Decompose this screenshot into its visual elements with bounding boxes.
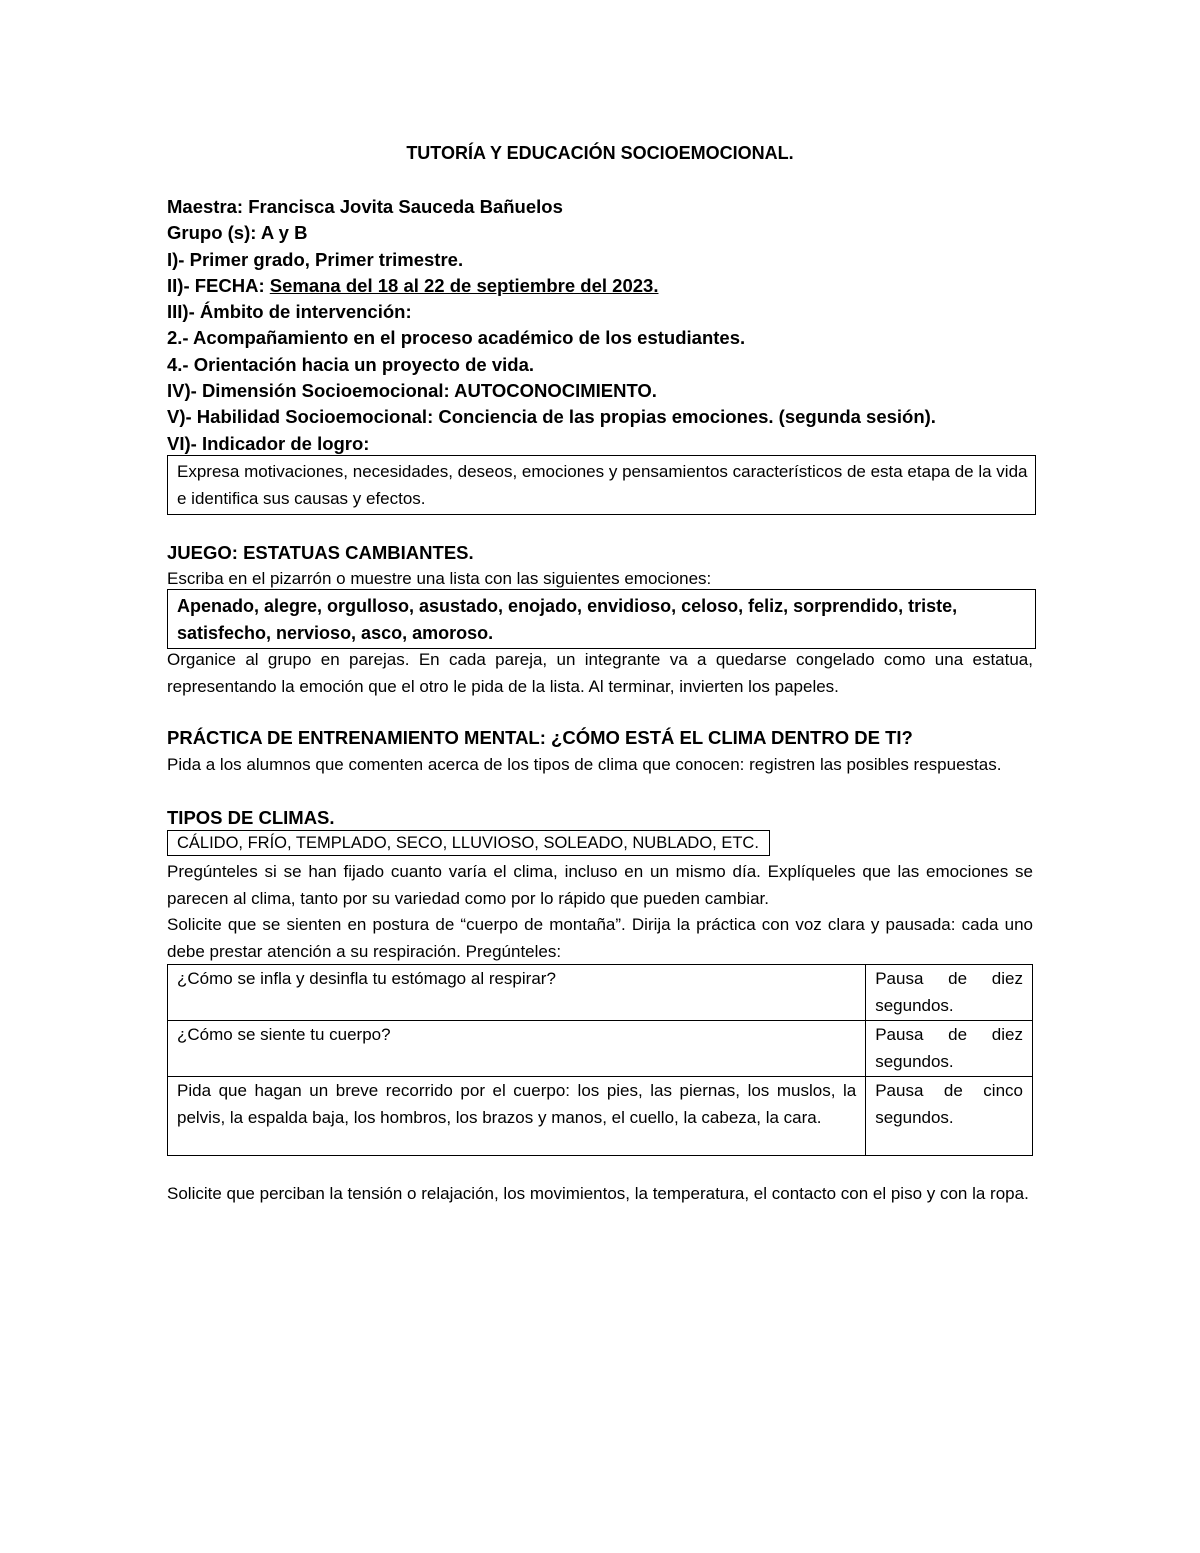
dimension-line: IV)- Dimensión Socioemocional: AUTOCONOCIMIENTO.: [167, 380, 657, 402]
closing-paragraph: Solicite que perciban la tensión o relajación, los movimientos, la temperatura, el contacto con el piso y con la ropa.: [167, 1184, 1029, 1203]
table-row: [168, 1077, 1033, 1156]
indicator-box: Expresa motivaciones, necesidades, deseos, emociones y pensamientos característicos de esta etapa de la vida e identifica sus causas y efectos.: [167, 455, 1036, 515]
table-row: [168, 965, 1033, 1021]
emotions-box: Apenado, alegre, orgulloso, asustado, enojado, envidioso, celoso, feliz, sorprendido, triste, satisfecho, nervioso, asco, amoroso.: [167, 589, 1036, 649]
climate-title: TIPOS DE CLIMAS.: [167, 807, 335, 828]
practice-intro: Pida a los alumnos que comenten acerca de los tipos de clima que conocen: registren las posibles respuestas.: [167, 755, 1002, 774]
table-row: [168, 1021, 1033, 1077]
indicator-label: VI)- Indicador de logro:: [167, 432, 370, 454]
scope-label: III)- Ámbito de intervención:: [167, 301, 412, 323]
step-question: ¿Cómo se siente tu cuerpo?: [168, 1021, 866, 1077]
grade-line: I)- Primer grado, Primer trimestre.: [167, 248, 464, 270]
scope-item-2: 2.- Acompañamiento en el proceso académico de los estudiantes.: [167, 327, 746, 349]
step-pause: Pausa de diez segundos.: [866, 965, 1033, 1021]
game-intro: Escriba en el pizarrón o muestre una lista con las siguientes emociones:: [167, 569, 712, 588]
teacher-line: Maestra: Francisca Jovita Sauceda Bañuelos: [167, 196, 563, 217]
skill-line: V)- Habilidad Socioemocional: Conciencia de las propias emociones. (segunda sesión).: [167, 406, 936, 428]
step-question: ¿Cómo se infla y desinfla tu estómago al respirar?: [168, 965, 866, 1021]
practice-title: PRÁCTICA DE ENTRENAMIENTO MENTAL: ¿CÓMO ESTÁ EL CLIMA DENTRO DE TI?: [167, 727, 913, 748]
game-instructions: Organice al grupo en parejas. En cada pareja, un integrante va a quedarse congelado como una estatua, representando la emoción que el otro le pida de la lista. Al terminar, invierten los papeles.: [167, 650, 1033, 696]
climates-box: CÁLIDO, FRÍO, TEMPLADO, SECO, LLUVIOSO, SOLEADO, NUBLADO, ETC.: [167, 830, 770, 856]
steps-table: [167, 964, 1033, 1156]
game-title: JUEGO: ESTATUAS CAMBIANTES.: [167, 542, 474, 563]
step-pause: Pausa de cinco segundos.: [866, 1077, 1033, 1156]
scope-item-4: 4.- Orientación hacia un proyecto de vida.: [167, 353, 535, 375]
practice-para1: Pregúnteles si se han fijado cuanto varía el clima, incluso en un mismo día. Explíqueles que las emociones se parecen al clima, tanto por su variedad como por lo rápido que pueden cambiar.: [167, 862, 1033, 908]
date-line: [167, 273, 1033, 299]
header-info: [167, 194, 1033, 457]
step-question: Pida que hagan un breve recorrido por el cuerpo: los pies, las piernas, los muslos, la pelvis, la espalda baja, los hombros, los brazos y manos, el cuello, la cabeza, la cara.: [168, 1077, 866, 1156]
date-value: Semana del 18 al 22 de septiembre del 2023.: [269, 274, 659, 296]
group-line: Grupo (s): A y B: [167, 222, 308, 244]
date-label: II)- FECHA:: [167, 274, 270, 296]
page-title: TUTORÍA Y EDUCACIÓN SOCIOEMOCIONAL.: [406, 143, 794, 163]
practice-para2: Solicite que se sienten en postura de “cuerpo de montaña”. Dirija la práctica con voz clara y pausada: cada uno debe prestar atención a su respiración. Pregúnteles:: [167, 915, 1033, 961]
step-pause: Pausa de diez segundos.: [866, 1021, 1033, 1077]
